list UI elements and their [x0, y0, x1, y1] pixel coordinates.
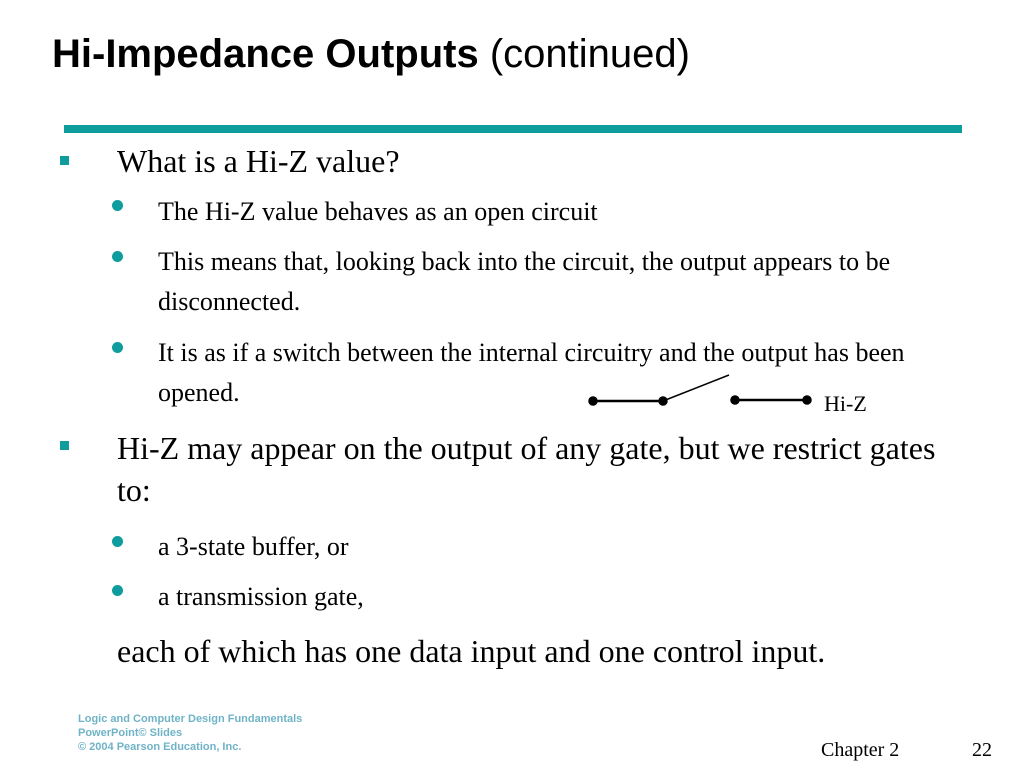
bullet-level1: What is a Hi-Z value?	[117, 143, 400, 179]
title-main: Hi-Impedance Outputs	[52, 32, 479, 76]
logo-line: Logic and Computer Design Fundamentals	[78, 713, 303, 725]
bullet-level2: The Hi-Z value behaves as an open circuit	[158, 197, 598, 226]
switch-terminal	[804, 397, 811, 404]
round-bullet-icon	[112, 536, 123, 547]
logo-line: © 2004 Pearson Education, Inc.	[78, 741, 242, 753]
bullet-level2: a 3-state buffer, or	[158, 532, 349, 561]
bullet-level1: Hi-Z may appear on the output of any gate, but we restrict gates to:	[117, 430, 936, 508]
title-divider	[64, 125, 962, 133]
publisher-logo	[78, 712, 302, 754]
title-suffix: (continued)	[478, 32, 690, 76]
round-bullet-icon	[112, 585, 123, 596]
continuation-text: each of which has one data input and one control input.	[117, 633, 826, 669]
round-bullet-icon	[112, 342, 123, 353]
square-bullet-icon	[60, 156, 69, 165]
switch-blade	[663, 375, 729, 401]
round-bullet-icon	[112, 200, 123, 211]
round-bullet-icon	[112, 251, 123, 262]
open-switch-diagram	[585, 370, 815, 414]
hi-z-label: Hi-Z	[824, 391, 867, 416]
logo-line: PowerPoint© Slides	[78, 727, 183, 739]
bullet-level2: a transmission gate,	[158, 582, 364, 611]
square-bullet-icon	[60, 441, 69, 450]
switch-terminal	[732, 397, 739, 404]
page-number: 22	[972, 739, 992, 761]
switch-terminal	[590, 398, 597, 405]
bullet-level2: This means that, looking back into the circuit, the output appears to be disconnected.	[158, 247, 891, 316]
bullet-level2: It is as if a switch between the internal circuitry and the output has been opened.	[158, 338, 905, 407]
slide-title	[52, 30, 690, 78]
chapter-label: Chapter 2	[821, 739, 900, 761]
